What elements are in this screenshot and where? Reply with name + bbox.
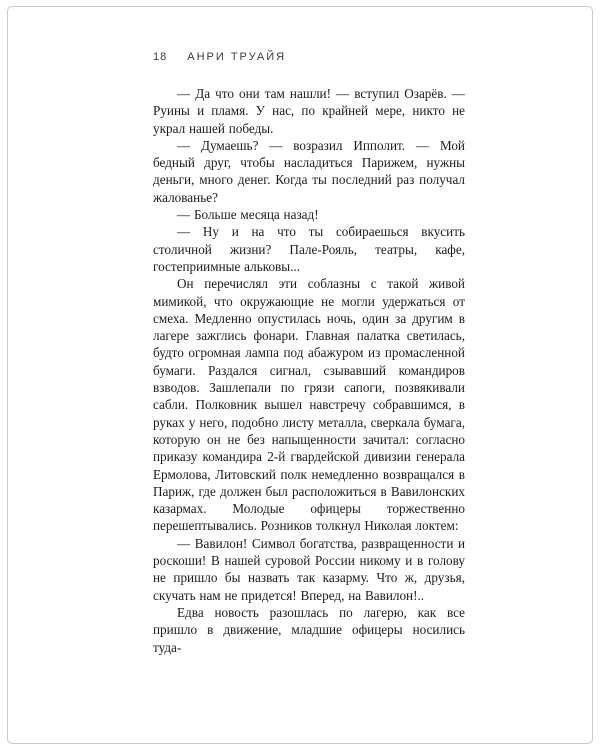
paragraph: — Да что они там нашли! — вступил Озарёв. — Руины и пламя. У нас, по крайней мере, никто не украл нашей победы. bbox=[153, 86, 465, 136]
body-text bbox=[153, 85, 465, 656]
book-page bbox=[7, 6, 593, 744]
paragraph: — Ну и на что ты собираешься вкусить столичной жизни? Пале-Рояль, театры, кафе, гостеприимные альковы... bbox=[153, 224, 465, 274]
paragraph: Он перечислял эти соблазны с такой живой мимикой, что окружающие не могли удержаться от смеха. Медленно опустилась ночь, один за другим в лагере зажглись фонари. Главная палатка светилась, будто огромная лампа под абажуром из промасленной бумаги. Раздался сигнал, сзывавший командиров взводов. Зашлепали по грязи сапоги, позвякивали сабли. Полковник вышел навстречу собравшимся, в руках у него, подобно листу металла, сверкала бумага, которую он не без напыщенности зачитал: согласно приказу командира 2-й гвардейской дивизии генерала Ермолова, Литовский полк немедленно возвращался в Париж, где должен был расположиться в Вавилонских казармах. Молодые офицеры торжественно перешептывались. Розников толкнул Николая локтем: bbox=[153, 276, 465, 534]
paragraph: Едва новость разошлась по лагерю, как все пришло в движение, младшие офицеры носились туда- bbox=[153, 604, 465, 655]
running-header bbox=[153, 51, 286, 63]
paragraph: — Вавилон! Символ богатства, развращенности и роскоши! В нашей суровой России никому и в голову не пришло бы назвать так казарму. Что ж, друзья, скучать нам не придется! Вперед, на Вавилон!.. bbox=[153, 535, 465, 603]
page-number: 18 bbox=[153, 51, 168, 63]
paragraph: — Думаешь? — возразил Ипполит. — Мой бедный друг, чтобы насладиться Парижем, нужны деньги, много денег. Когда ты последний раз получал жалованье? bbox=[153, 137, 465, 205]
running-title: АНРИ ТРУАЙЯ bbox=[187, 51, 287, 63]
paragraph: — Больше месяца назад! bbox=[177, 207, 319, 223]
